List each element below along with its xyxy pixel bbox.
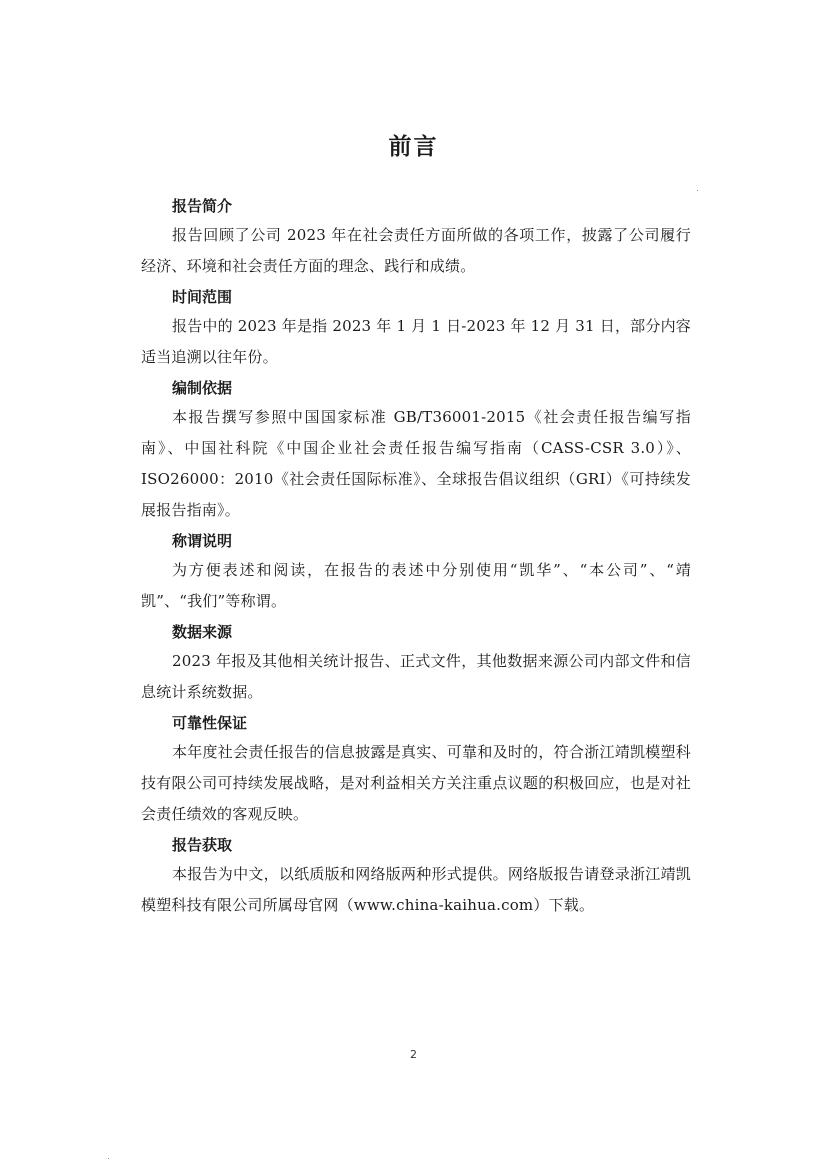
section-heading: 可靠性保证 bbox=[172, 714, 248, 732]
section-paragraph: 2023 年报及其他相关统计报告、正式文件，其他数据来源公司内部文件和信息统计系统数据。 bbox=[141, 652, 691, 701]
section-reliability bbox=[141, 709, 691, 830]
section-paragraph: 本报告为中文，以纸质版和网络版两种形式提供。网络版报告请登录浙江靖凯模塑科技有限公司所属母官网（www.china-kaihua.com）下载。 bbox=[141, 865, 691, 914]
section-heading: 时间范围 bbox=[172, 288, 233, 306]
section-report-intro bbox=[141, 192, 691, 282]
section-access bbox=[141, 831, 691, 921]
section-heading: 编制依据 bbox=[172, 379, 233, 397]
section-basis bbox=[141, 374, 691, 526]
section-heading: 报告获取 bbox=[172, 836, 233, 854]
page-title: 前言 bbox=[388, 134, 439, 160]
section-heading: 报告简介 bbox=[172, 197, 233, 215]
section-terms bbox=[141, 527, 691, 617]
scan-speck bbox=[697, 190, 698, 191]
section-heading: 称谓说明 bbox=[172, 532, 233, 550]
page-number: 2 bbox=[410, 1048, 417, 1061]
section-paragraph: 本年度社会责任报告的信息披露是真实、可靠和及时的，符合浙江靖凯模塑科技有限公司可持续发展战略，是对利益相关方关注重点议题的积极回应，也是对社会责任绩效的客观反映。 bbox=[141, 743, 691, 823]
section-paragraph: 报告回顾了公司 2023 年在社会责任方面所做的各项工作，披露了公司履行经济、环境和社会责任方面的理念、践行和成绩。 bbox=[141, 226, 691, 275]
document-body bbox=[141, 192, 691, 922]
section-data-source bbox=[141, 618, 691, 708]
section-paragraph: 报告中的 2023 年是指 2023 年 1 月 1 日-2023 年 12 月 31 日，部分内容适当追溯以往年份。 bbox=[141, 317, 691, 366]
scan-speck bbox=[108, 1158, 109, 1159]
section-paragraph: 本报告撰写参照中国国家标准 GB/T36001-2015《社会责任报告编写指南》、中国社科院《中国企业社会责任报告编写指南（CASS-CSR 3.0）》、ISO26000：2010《社会责任国际标准》、全球报告倡议组织（GRI）《可持续发展报告指南》。 bbox=[141, 408, 691, 519]
section-heading: 数据来源 bbox=[172, 623, 233, 641]
section-time-range bbox=[141, 283, 691, 373]
section-paragraph: 为方便表述和阅读，在报告的表述中分别使用“凯华”、“本公司”、“靖凯”、“我们”等称谓。 bbox=[141, 561, 691, 610]
